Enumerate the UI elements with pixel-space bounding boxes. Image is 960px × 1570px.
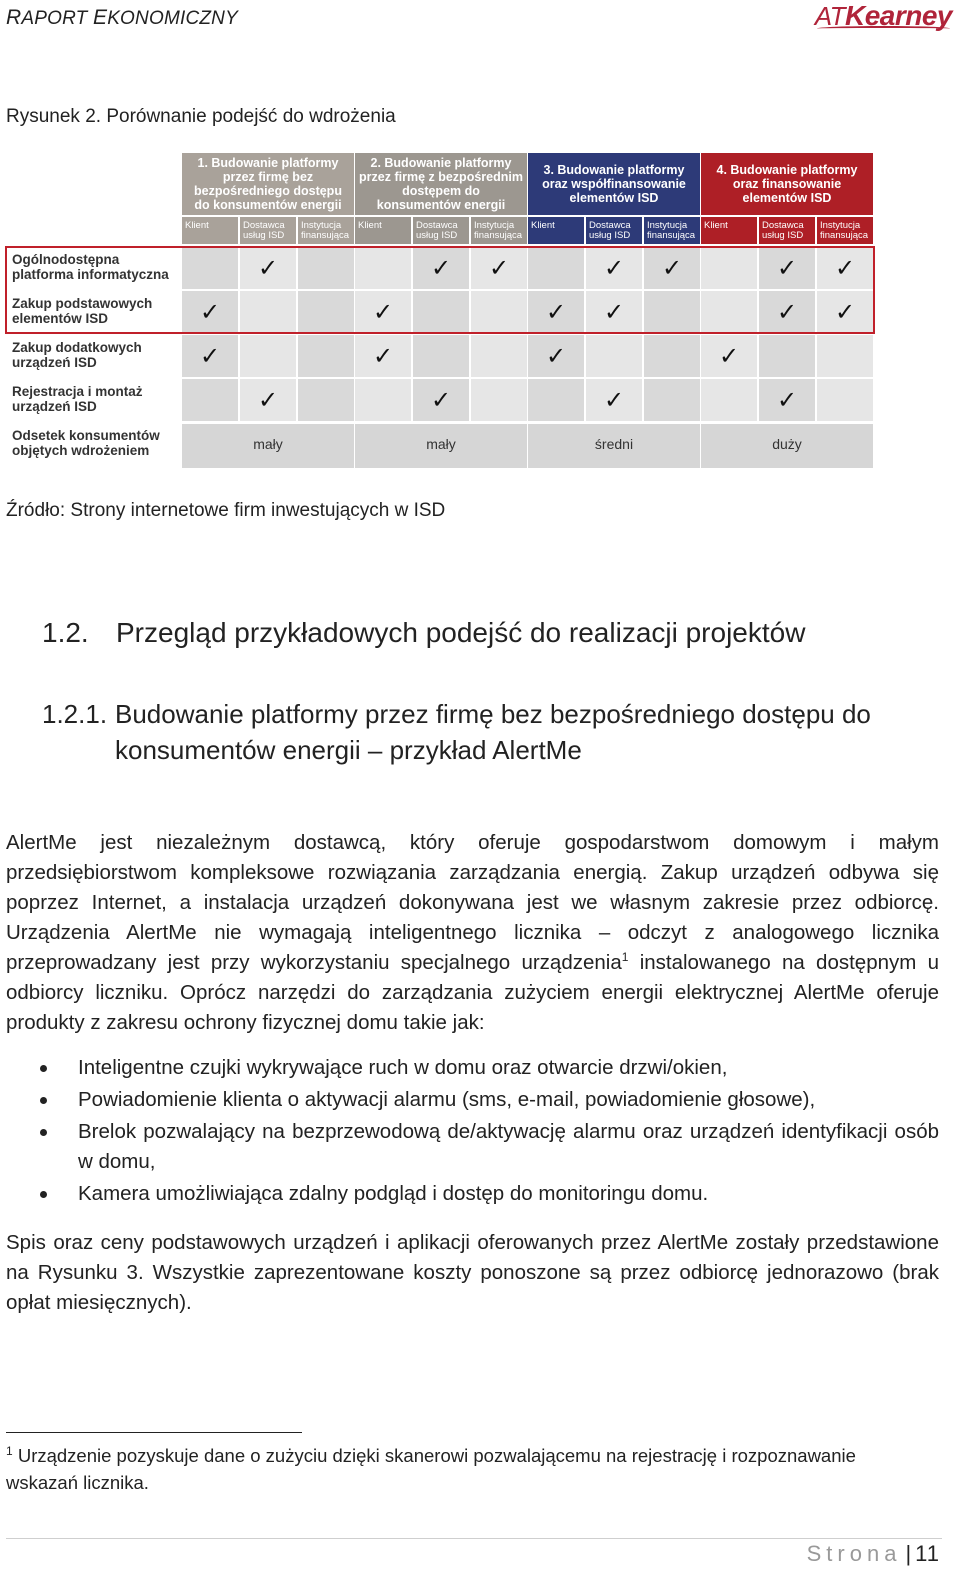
subsection-number: 1.2.1.	[42, 699, 108, 729]
actor-subheader: Instytucja finansująca	[471, 217, 527, 244]
paragraph-alertme-part1: AlertMe jest niezależnym dostawcą, który oferuje gospodarstwom domowym i małym przedsiębiorstwom kompleksowe rozwiązania zarządzania energią. Zakup urządzeń odbywa się poprzez Internet, a instalacja urządzeń dokonywana jest we własnym zakresie przez odbiorcę. Urządzenia AlertMe nie wymagają inteligentnego licznika – odczyt z analogowego licznika przeprowadzany jest przy wykorzystaniu specjalnego urządzenia	[6, 831, 939, 974]
figure-caption: Rysunek 2. Porównanie podejść do wdrożenia	[6, 106, 396, 127]
check-icon: ✓	[759, 379, 815, 421]
matrix-cell	[701, 291, 757, 333]
matrix-cell	[298, 335, 354, 377]
footnote-ref[interactable]: 1	[621, 950, 629, 965]
bullet-icon	[40, 1065, 47, 1072]
matrix-cell	[413, 291, 469, 333]
row-label: Ogólnodostępna platforma informatyczna	[7, 246, 177, 290]
list-item-text: Brelok pozwalający na bezprzewodową de/aktywację alarmu oraz urządzeń identyfikacji osób w domu,	[78, 1120, 939, 1173]
comparison-figure	[7, 150, 875, 476]
page-number-value: 11	[915, 1541, 940, 1566]
share-value: średni	[528, 424, 700, 468]
list-item-text: Kamera umożliwiająca zdalny podgląd i dostęp do monitoringu domu.	[78, 1182, 709, 1205]
paragraph-prices: Spis oraz ceny podstawowych urządzeń i aplikacji oferowanych przez AlertMe zostały przedstawione na Rysunku 3. Wszystkie zaprezentowane koszty ponoszone są przez odbiorcę jednorazowo (brak opłat miesięcznych).	[6, 1231, 939, 1314]
list-item	[6, 1179, 939, 1209]
check-icon: ✓	[759, 291, 815, 333]
atkearney-logo	[815, 0, 952, 32]
check-icon: ✓	[240, 379, 296, 421]
paragraph-alertme-part2: instalowanego na dostępnym u odbiorcy liczniku. Oprócz narzędzi do zarządzania zużyciem energii elektrycznej AlertMe oferuje produkty z zakresu ochrony fizycznej domu takie jak:	[6, 951, 939, 1034]
matrix-cell	[182, 247, 238, 289]
check-icon: ✓	[528, 335, 584, 377]
footnote-text: Urządzenie pozyskuje dane o zużyciu dzięki skanerowi pozwalającemu na rejestrację i rozpoznawanie wskazań licznika.	[6, 1445, 856, 1493]
list-item-text: Powiadomienie klienta o aktywacji alarmu (sms, e-mail, powiadomienie głosowe),	[78, 1088, 816, 1111]
approach-header-1: 1. Budowanie platformy przez firmę bez bezpośredniego dostępu do konsumentów energii	[182, 153, 354, 215]
check-icon: ✓	[817, 247, 873, 289]
actor-subheader: Klient	[355, 217, 411, 244]
check-icon: ✓	[182, 335, 238, 377]
approach-header-3: 3. Budowanie platformy oraz współfinansowanie elementów ISD	[528, 153, 700, 215]
check-icon: ✓	[586, 291, 642, 333]
footnote	[6, 1442, 906, 1496]
matrix-cell	[240, 335, 296, 377]
section-number: 1.2.	[42, 617, 89, 648]
list-item	[6, 1085, 939, 1115]
logo-name: Kearney	[844, 0, 952, 31]
footnote-number: 1	[6, 1443, 13, 1458]
matrix-cell	[182, 379, 238, 421]
check-icon: ✓	[182, 291, 238, 333]
page-separator: |	[905, 1541, 912, 1566]
logo-at: AT	[814, 1, 845, 31]
list-item	[6, 1053, 939, 1083]
check-icon: ✓	[701, 335, 757, 377]
share-value: mały	[182, 424, 354, 468]
check-icon: ✓	[586, 247, 642, 289]
check-icon: ✓	[471, 247, 527, 289]
actor-subheader: Dostawca usług ISD	[413, 217, 469, 244]
report-title-part1: APORT	[21, 8, 93, 29]
matrix-cell	[528, 247, 584, 289]
matrix-cell	[240, 291, 296, 333]
check-icon: ✓	[586, 379, 642, 421]
report-title	[6, 6, 238, 30]
actor-subheader: Instytucja finansująca	[298, 217, 354, 244]
check-icon: ✓	[528, 291, 584, 333]
matrix-cell	[471, 379, 527, 421]
matrix-cell	[817, 379, 873, 421]
page-number	[807, 1541, 940, 1567]
matrix-cell	[644, 379, 700, 421]
check-icon: ✓	[644, 247, 700, 289]
bullet-icon	[40, 1097, 47, 1104]
check-icon: ✓	[240, 247, 296, 289]
footnote-divider	[6, 1432, 302, 1433]
actor-subheader: Instytucja finansująca	[817, 217, 873, 244]
matrix-cell	[701, 379, 757, 421]
logo-swoosh	[817, 26, 950, 31]
matrix-cell	[471, 335, 527, 377]
matrix-cell	[298, 379, 354, 421]
share-value: mały	[355, 424, 527, 468]
matrix-cell	[701, 247, 757, 289]
check-icon: ✓	[355, 335, 411, 377]
actor-subheader: Klient	[701, 217, 757, 244]
footer-divider	[6, 1538, 942, 1539]
matrix-cell	[471, 291, 527, 333]
check-icon: ✓	[413, 247, 469, 289]
actor-subheader: Klient	[182, 217, 238, 244]
paragraph-alertme	[6, 828, 939, 1038]
actor-subheader: Klient	[528, 217, 584, 244]
matrix-cell	[355, 247, 411, 289]
actor-subheader: Dostawca usług ISD	[586, 217, 642, 244]
feature-list	[6, 1053, 939, 1211]
page-label: Strona	[806, 1541, 902, 1566]
row-label: Odsetek konsumentów objętych wdrożeniem	[12, 428, 160, 458]
list-item-text: Inteligentne czujki wykrywające ruch w domu oraz otwarcie drzwi/okien,	[78, 1056, 728, 1079]
section-title: Przegląd przykładowych podejść do realizacji projektów	[116, 617, 806, 648]
check-icon: ✓	[355, 291, 411, 333]
actor-subheader: Instytucja finansująca	[644, 217, 700, 244]
subsection-title: Budowanie platformy przez firmę bez bezpośredniego dostępu do konsumentów energii – przykład AlertMe	[115, 699, 871, 765]
row-label: Zakup dodatkowych urządzeń ISD	[7, 334, 177, 378]
matrix-cell	[817, 335, 873, 377]
matrix-cell	[644, 335, 700, 377]
row-label: Rejestracja i montaż urządzeń ISD	[7, 378, 177, 422]
bullet-icon	[40, 1191, 47, 1198]
section-heading	[42, 617, 805, 649]
bullet-icon	[40, 1129, 47, 1136]
actor-subheader: Dostawca usług ISD	[240, 217, 296, 244]
matrix-cell	[644, 291, 700, 333]
matrix-cell	[528, 379, 584, 421]
report-title-initial-r: R	[6, 6, 22, 29]
matrix-cell	[355, 379, 411, 421]
list-item	[6, 1117, 939, 1177]
approach-header-4: 4. Budowanie platformy oraz finansowanie elementów ISD	[701, 153, 873, 215]
check-icon: ✓	[817, 291, 873, 333]
actor-subheader: Dostawca usług ISD	[759, 217, 815, 244]
matrix-cell	[413, 335, 469, 377]
matrix-cell	[298, 291, 354, 333]
report-title-part2: KONOMICZNY	[107, 8, 238, 29]
row-label: Zakup podstawowych elementów ISD	[7, 290, 177, 334]
matrix-cell	[586, 335, 642, 377]
check-icon: ✓	[413, 379, 469, 421]
approach-header-2: 2. Budowanie platformy przez firmę z bezpośrednim dostępem do konsumentów energii	[355, 153, 527, 215]
share-value: duży	[701, 424, 873, 468]
report-title-initial-e: E	[92, 6, 108, 29]
check-icon: ✓	[759, 247, 815, 289]
figure-source: Źródło: Strony internetowe firm inwestujących w ISD	[6, 500, 446, 521]
matrix-cell	[759, 335, 815, 377]
matrix-cell	[298, 247, 354, 289]
